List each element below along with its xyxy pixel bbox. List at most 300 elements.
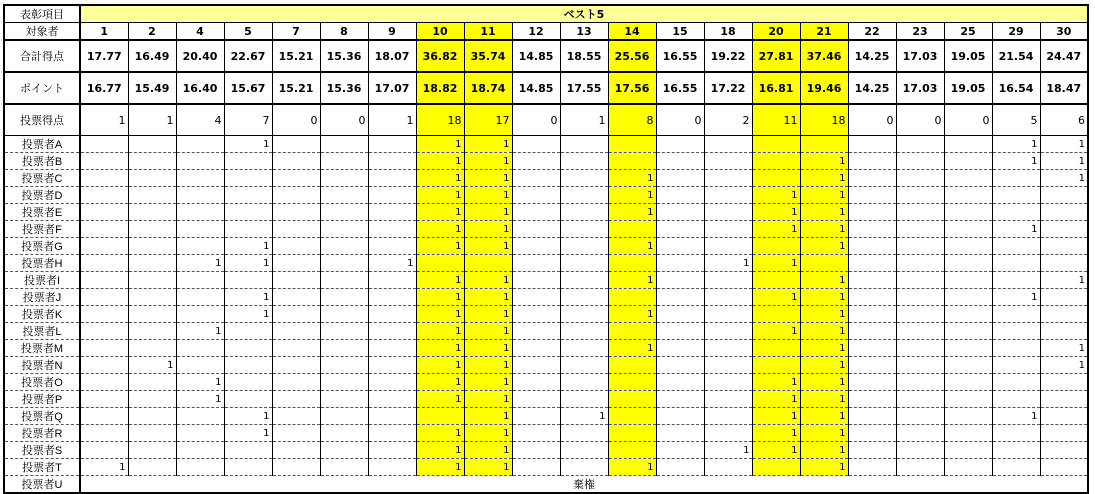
vote-cell[interactable]: 1 bbox=[1040, 136, 1088, 153]
points-cell-25[interactable]: 19.05 bbox=[944, 72, 992, 104]
vote-cell[interactable] bbox=[608, 391, 656, 408]
vote-cell[interactable]: 1 bbox=[560, 408, 608, 425]
vote-cell[interactable] bbox=[320, 289, 368, 306]
vote-cell[interactable] bbox=[560, 323, 608, 340]
vote-cell[interactable]: 1 bbox=[608, 272, 656, 289]
vote-cell[interactable] bbox=[368, 289, 416, 306]
vote-cell[interactable] bbox=[128, 374, 176, 391]
vote-cell[interactable] bbox=[560, 459, 608, 476]
vote-score-cell-23[interactable]: 0 bbox=[896, 104, 944, 136]
points-cell-18[interactable]: 17.22 bbox=[704, 72, 752, 104]
subject-cell-21[interactable]: 21 bbox=[800, 23, 848, 41]
vote-cell[interactable] bbox=[512, 170, 560, 187]
vote-cell[interactable]: 1 bbox=[752, 255, 800, 272]
vote-cell[interactable] bbox=[992, 238, 1040, 255]
vote-cell[interactable]: 1 bbox=[368, 255, 416, 272]
vote-cell[interactable]: 1 bbox=[800, 289, 848, 306]
vote-cell[interactable] bbox=[80, 187, 128, 204]
vote-cell[interactable] bbox=[128, 170, 176, 187]
subject-cell-9[interactable]: 9 bbox=[368, 23, 416, 41]
vote-cell[interactable] bbox=[560, 340, 608, 357]
vote-cell[interactable]: 1 bbox=[752, 221, 800, 238]
vote-cell[interactable] bbox=[896, 357, 944, 374]
voter-label[interactable]: 投票者U bbox=[4, 476, 80, 494]
vote-score-cell-21[interactable]: 18 bbox=[800, 104, 848, 136]
total-cell-22[interactable]: 14.25 bbox=[848, 40, 896, 72]
vote-cell[interactable] bbox=[560, 289, 608, 306]
vote-cell[interactable] bbox=[704, 153, 752, 170]
vote-cell[interactable] bbox=[608, 289, 656, 306]
vote-cell[interactable] bbox=[512, 221, 560, 238]
voter-label[interactable]: 投票者K bbox=[4, 306, 80, 323]
best5-banner[interactable]: ベスト5 bbox=[80, 5, 1088, 23]
vote-cell[interactable]: 1 bbox=[800, 425, 848, 442]
vote-cell[interactable] bbox=[944, 391, 992, 408]
vote-cell[interactable] bbox=[560, 374, 608, 391]
vote-cell[interactable] bbox=[992, 272, 1040, 289]
voter-label[interactable]: 投票者J bbox=[4, 289, 80, 306]
vote-cell[interactable] bbox=[80, 204, 128, 221]
subject-cell-12[interactable]: 12 bbox=[512, 23, 560, 41]
total-cell-18[interactable]: 19.22 bbox=[704, 40, 752, 72]
vote-cell[interactable]: 1 bbox=[800, 357, 848, 374]
vote-cell[interactable] bbox=[896, 238, 944, 255]
vote-cell[interactable] bbox=[896, 323, 944, 340]
vote-cell[interactable] bbox=[608, 357, 656, 374]
vote-cell[interactable] bbox=[560, 204, 608, 221]
vote-cell[interactable]: 1 bbox=[464, 391, 512, 408]
vote-cell[interactable] bbox=[368, 238, 416, 255]
vote-cell[interactable] bbox=[320, 238, 368, 255]
vote-cell[interactable] bbox=[1040, 255, 1088, 272]
vote-cell[interactable] bbox=[176, 204, 224, 221]
vote-cell[interactable] bbox=[128, 391, 176, 408]
vote-cell[interactable] bbox=[272, 221, 320, 238]
vote-cell[interactable] bbox=[512, 204, 560, 221]
vote-cell[interactable] bbox=[848, 153, 896, 170]
vote-cell[interactable]: 1 bbox=[464, 289, 512, 306]
vote-score-cell-30[interactable]: 6 bbox=[1040, 104, 1088, 136]
vote-cell[interactable] bbox=[944, 221, 992, 238]
vote-cell[interactable] bbox=[224, 323, 272, 340]
vote-cell[interactable]: 1 bbox=[608, 306, 656, 323]
vote-cell[interactable]: 1 bbox=[224, 238, 272, 255]
vote-cell[interactable] bbox=[272, 442, 320, 459]
vote-cell[interactable] bbox=[176, 306, 224, 323]
vote-cell[interactable] bbox=[320, 255, 368, 272]
vote-cell[interactable] bbox=[656, 238, 704, 255]
subject-label[interactable]: 対象者 bbox=[4, 23, 80, 41]
vote-cell[interactable] bbox=[752, 153, 800, 170]
vote-cell[interactable]: 1 bbox=[464, 459, 512, 476]
vote-cell[interactable]: 1 bbox=[464, 374, 512, 391]
vote-cell[interactable] bbox=[608, 323, 656, 340]
vote-cell[interactable] bbox=[560, 306, 608, 323]
vote-cell[interactable] bbox=[656, 221, 704, 238]
vote-cell[interactable] bbox=[512, 340, 560, 357]
vote-cell[interactable]: 1 bbox=[176, 374, 224, 391]
vote-cell[interactable] bbox=[848, 374, 896, 391]
vote-cell[interactable] bbox=[848, 187, 896, 204]
vote-cell[interactable] bbox=[320, 170, 368, 187]
total-cell-10[interactable]: 36.82 bbox=[416, 40, 464, 72]
vote-cell[interactable] bbox=[224, 340, 272, 357]
vote-cell[interactable]: 1 bbox=[224, 255, 272, 272]
vote-cell[interactable] bbox=[704, 272, 752, 289]
subject-cell-29[interactable]: 29 bbox=[992, 23, 1040, 41]
vote-cell[interactable] bbox=[80, 374, 128, 391]
voter-label[interactable]: 投票者D bbox=[4, 187, 80, 204]
vote-cell[interactable]: 1 bbox=[224, 306, 272, 323]
vote-score-cell-25[interactable]: 0 bbox=[944, 104, 992, 136]
voter-label[interactable]: 投票者A bbox=[4, 136, 80, 153]
vote-cell[interactable] bbox=[656, 170, 704, 187]
vote-cell[interactable] bbox=[224, 170, 272, 187]
vote-cell[interactable] bbox=[752, 340, 800, 357]
vote-cell[interactable] bbox=[656, 255, 704, 272]
vote-cell[interactable] bbox=[128, 425, 176, 442]
points-cell-29[interactable]: 16.54 bbox=[992, 72, 1040, 104]
vote-cell[interactable]: 1 bbox=[464, 272, 512, 289]
vote-cell[interactable] bbox=[368, 187, 416, 204]
vote-cell[interactable] bbox=[560, 187, 608, 204]
vote-cell[interactable] bbox=[512, 153, 560, 170]
vote-score-cell-2[interactable]: 1 bbox=[128, 104, 176, 136]
vote-cell[interactable] bbox=[608, 408, 656, 425]
vote-cell[interactable] bbox=[320, 340, 368, 357]
vote-cell[interactable] bbox=[272, 204, 320, 221]
vote-cell[interactable] bbox=[272, 306, 320, 323]
vote-cell[interactable] bbox=[992, 306, 1040, 323]
vote-cell[interactable] bbox=[128, 323, 176, 340]
vote-cell[interactable] bbox=[896, 459, 944, 476]
vote-cell[interactable] bbox=[848, 136, 896, 153]
vote-cell[interactable] bbox=[368, 204, 416, 221]
vote-cell[interactable] bbox=[992, 255, 1040, 272]
vote-cell[interactable] bbox=[512, 187, 560, 204]
vote-cell[interactable]: 1 bbox=[992, 289, 1040, 306]
vote-cell[interactable] bbox=[320, 459, 368, 476]
vote-cell[interactable] bbox=[608, 153, 656, 170]
vote-cell[interactable] bbox=[320, 374, 368, 391]
vote-cell[interactable] bbox=[608, 136, 656, 153]
total-cell-30[interactable]: 24.47 bbox=[1040, 40, 1088, 72]
vote-score-cell-7[interactable]: 0 bbox=[272, 104, 320, 136]
points-cell-8[interactable]: 15.36 bbox=[320, 72, 368, 104]
vote-cell[interactable]: 1 bbox=[992, 136, 1040, 153]
vote-cell[interactable] bbox=[80, 153, 128, 170]
vote-cell[interactable] bbox=[608, 374, 656, 391]
total-cell-29[interactable]: 21.54 bbox=[992, 40, 1040, 72]
subject-cell-25[interactable]: 25 bbox=[944, 23, 992, 41]
vote-cell[interactable]: 1 bbox=[128, 357, 176, 374]
vote-cell[interactable] bbox=[992, 459, 1040, 476]
vote-cell[interactable]: 1 bbox=[608, 187, 656, 204]
vote-cell[interactable] bbox=[944, 170, 992, 187]
vote-cell[interactable] bbox=[320, 221, 368, 238]
vote-cell[interactable] bbox=[272, 340, 320, 357]
subject-cell-22[interactable]: 22 bbox=[848, 23, 896, 41]
vote-cell[interactable] bbox=[896, 153, 944, 170]
vote-score-cell-29[interactable]: 5 bbox=[992, 104, 1040, 136]
vote-cell[interactable]: 1 bbox=[416, 289, 464, 306]
points-cell-20[interactable]: 16.81 bbox=[752, 72, 800, 104]
total-cell-7[interactable]: 15.21 bbox=[272, 40, 320, 72]
vote-cell[interactable]: 1 bbox=[464, 442, 512, 459]
vote-cell[interactable] bbox=[944, 153, 992, 170]
vote-cell[interactable] bbox=[704, 170, 752, 187]
vote-score-cell-10[interactable]: 18 bbox=[416, 104, 464, 136]
vote-cell[interactable] bbox=[320, 306, 368, 323]
subject-cell-20[interactable]: 20 bbox=[752, 23, 800, 41]
vote-cell[interactable]: 1 bbox=[1040, 153, 1088, 170]
vote-cell[interactable]: 1 bbox=[416, 238, 464, 255]
vote-cell[interactable] bbox=[176, 425, 224, 442]
vote-cell[interactable] bbox=[944, 187, 992, 204]
vote-cell[interactable]: 1 bbox=[608, 170, 656, 187]
vote-cell[interactable] bbox=[1040, 323, 1088, 340]
vote-cell[interactable] bbox=[128, 289, 176, 306]
vote-cell[interactable] bbox=[656, 425, 704, 442]
vote-cell[interactable]: 1 bbox=[464, 187, 512, 204]
vote-score-cell-4[interactable]: 4 bbox=[176, 104, 224, 136]
vote-cell[interactable]: 1 bbox=[416, 340, 464, 357]
vote-cell[interactable] bbox=[848, 357, 896, 374]
vote-cell[interactable] bbox=[944, 306, 992, 323]
vote-cell[interactable]: 1 bbox=[608, 238, 656, 255]
vote-cell[interactable] bbox=[176, 153, 224, 170]
vote-cell[interactable] bbox=[656, 357, 704, 374]
points-cell-23[interactable]: 17.03 bbox=[896, 72, 944, 104]
vote-cell[interactable] bbox=[176, 221, 224, 238]
vote-cell[interactable]: 1 bbox=[416, 374, 464, 391]
vote-cell[interactable] bbox=[272, 408, 320, 425]
vote-cell[interactable] bbox=[368, 340, 416, 357]
vote-cell[interactable] bbox=[560, 391, 608, 408]
vote-cell[interactable]: 1 bbox=[416, 357, 464, 374]
vote-cell[interactable] bbox=[656, 374, 704, 391]
vote-cell[interactable] bbox=[1040, 408, 1088, 425]
vote-score-cell-13[interactable]: 1 bbox=[560, 104, 608, 136]
vote-cell[interactable] bbox=[704, 204, 752, 221]
vote-cell[interactable] bbox=[560, 255, 608, 272]
vote-cell[interactable] bbox=[944, 272, 992, 289]
vote-cell[interactable] bbox=[944, 204, 992, 221]
vote-cell[interactable]: 1 bbox=[464, 170, 512, 187]
vote-cell[interactable] bbox=[848, 255, 896, 272]
vote-cell[interactable]: 1 bbox=[464, 238, 512, 255]
vote-cell[interactable] bbox=[176, 340, 224, 357]
points-cell-7[interactable]: 15.21 bbox=[272, 72, 320, 104]
vote-cell[interactable] bbox=[272, 255, 320, 272]
vote-cell[interactable] bbox=[512, 306, 560, 323]
vote-cell[interactable] bbox=[176, 170, 224, 187]
vote-cell[interactable] bbox=[656, 459, 704, 476]
vote-cell[interactable] bbox=[560, 170, 608, 187]
vote-cell[interactable] bbox=[608, 442, 656, 459]
vote-cell[interactable] bbox=[272, 357, 320, 374]
subject-cell-10[interactable]: 10 bbox=[416, 23, 464, 41]
voter-label[interactable]: 投票者O bbox=[4, 374, 80, 391]
subject-cell-4[interactable]: 4 bbox=[176, 23, 224, 41]
vote-cell[interactable] bbox=[512, 238, 560, 255]
voter-label[interactable]: 投票者C bbox=[4, 170, 80, 187]
vote-cell[interactable]: 1 bbox=[1040, 340, 1088, 357]
vote-cell[interactable] bbox=[752, 170, 800, 187]
vote-cell[interactable] bbox=[80, 136, 128, 153]
vote-cell[interactable] bbox=[848, 170, 896, 187]
vote-cell[interactable]: 1 bbox=[800, 442, 848, 459]
vote-cell[interactable]: 1 bbox=[752, 425, 800, 442]
vote-cell[interactable] bbox=[848, 221, 896, 238]
voter-label[interactable]: 投票者G bbox=[4, 238, 80, 255]
vote-cell[interactable]: 1 bbox=[416, 459, 464, 476]
vote-cell[interactable] bbox=[608, 425, 656, 442]
vote-cell[interactable] bbox=[272, 323, 320, 340]
vote-cell[interactable]: 1 bbox=[464, 408, 512, 425]
vote-cell[interactable] bbox=[656, 408, 704, 425]
vote-cell[interactable]: 1 bbox=[704, 255, 752, 272]
subject-cell-11[interactable]: 11 bbox=[464, 23, 512, 41]
vote-score-label[interactable]: 投票得点 bbox=[4, 104, 80, 136]
vote-cell[interactable]: 1 bbox=[1040, 357, 1088, 374]
vote-cell[interactable] bbox=[224, 442, 272, 459]
vote-cell[interactable] bbox=[896, 221, 944, 238]
vote-cell[interactable] bbox=[560, 272, 608, 289]
vote-cell[interactable] bbox=[512, 374, 560, 391]
vote-cell[interactable] bbox=[608, 221, 656, 238]
vote-cell[interactable] bbox=[272, 289, 320, 306]
vote-cell[interactable] bbox=[944, 136, 992, 153]
vote-cell[interactable] bbox=[656, 272, 704, 289]
vote-cell[interactable] bbox=[944, 374, 992, 391]
vote-cell[interactable] bbox=[368, 459, 416, 476]
vote-cell[interactable] bbox=[512, 255, 560, 272]
vote-cell[interactable] bbox=[128, 204, 176, 221]
vote-cell[interactable]: 1 bbox=[416, 170, 464, 187]
voter-label[interactable]: 投票者B bbox=[4, 153, 80, 170]
vote-cell[interactable] bbox=[560, 425, 608, 442]
vote-cell[interactable] bbox=[224, 204, 272, 221]
voter-label[interactable]: 投票者M bbox=[4, 340, 80, 357]
vote-cell[interactable] bbox=[992, 204, 1040, 221]
points-cell-30[interactable]: 18.47 bbox=[1040, 72, 1088, 104]
vote-cell[interactable] bbox=[80, 408, 128, 425]
vote-cell[interactable]: 1 bbox=[800, 408, 848, 425]
vote-cell[interactable] bbox=[896, 306, 944, 323]
vote-cell[interactable] bbox=[128, 238, 176, 255]
vote-cell[interactable] bbox=[272, 272, 320, 289]
vote-score-cell-1[interactable]: 1 bbox=[80, 104, 128, 136]
vote-cell[interactable]: 1 bbox=[752, 204, 800, 221]
vote-cell[interactable] bbox=[1040, 459, 1088, 476]
vote-cell[interactable]: 1 bbox=[416, 204, 464, 221]
vote-cell[interactable] bbox=[320, 272, 368, 289]
vote-cell[interactable]: 1 bbox=[800, 170, 848, 187]
total-cell-13[interactable]: 18.55 bbox=[560, 40, 608, 72]
subject-cell-15[interactable]: 15 bbox=[656, 23, 704, 41]
voter-label[interactable]: 投票者P bbox=[4, 391, 80, 408]
vote-cell[interactable] bbox=[1040, 425, 1088, 442]
vote-cell[interactable] bbox=[80, 238, 128, 255]
vote-cell[interactable] bbox=[464, 255, 512, 272]
subject-cell-8[interactable]: 8 bbox=[320, 23, 368, 41]
vote-cell[interactable]: 1 bbox=[416, 442, 464, 459]
vote-cell[interactable] bbox=[1040, 306, 1088, 323]
vote-cell[interactable] bbox=[416, 408, 464, 425]
total-cell-12[interactable]: 14.85 bbox=[512, 40, 560, 72]
vote-cell[interactable]: 1 bbox=[416, 306, 464, 323]
vote-cell[interactable] bbox=[320, 323, 368, 340]
vote-cell[interactable] bbox=[272, 425, 320, 442]
vote-cell[interactable] bbox=[512, 459, 560, 476]
subject-cell-14[interactable]: 14 bbox=[608, 23, 656, 41]
vote-cell[interactable]: 1 bbox=[416, 425, 464, 442]
vote-cell[interactable]: 1 bbox=[752, 408, 800, 425]
total-cell-1[interactable]: 17.77 bbox=[80, 40, 128, 72]
vote-cell[interactable]: 1 bbox=[1040, 170, 1088, 187]
vote-cell[interactable]: 1 bbox=[800, 340, 848, 357]
vote-cell[interactable] bbox=[848, 204, 896, 221]
vote-cell[interactable] bbox=[320, 136, 368, 153]
vote-score-cell-22[interactable]: 0 bbox=[848, 104, 896, 136]
vote-cell[interactable] bbox=[992, 187, 1040, 204]
vote-cell[interactable] bbox=[752, 238, 800, 255]
subject-cell-7[interactable]: 7 bbox=[272, 23, 320, 41]
vote-cell[interactable] bbox=[608, 255, 656, 272]
vote-cell[interactable] bbox=[992, 425, 1040, 442]
vote-cell[interactable] bbox=[176, 408, 224, 425]
vote-cell[interactable]: 1 bbox=[800, 272, 848, 289]
vote-cell[interactable] bbox=[176, 442, 224, 459]
vote-cell[interactable] bbox=[1040, 187, 1088, 204]
vote-cell[interactable]: 1 bbox=[416, 153, 464, 170]
vote-cell[interactable]: 1 bbox=[992, 221, 1040, 238]
vote-cell[interactable]: 1 bbox=[416, 136, 464, 153]
vote-cell[interactable] bbox=[656, 340, 704, 357]
vote-cell[interactable] bbox=[560, 357, 608, 374]
vote-cell[interactable] bbox=[704, 357, 752, 374]
vote-cell[interactable] bbox=[224, 187, 272, 204]
vote-cell[interactable] bbox=[80, 170, 128, 187]
vote-cell[interactable] bbox=[704, 187, 752, 204]
vote-cell[interactable] bbox=[1040, 204, 1088, 221]
vote-cell[interactable] bbox=[80, 340, 128, 357]
vote-cell[interactable]: 1 bbox=[416, 323, 464, 340]
total-score-label[interactable]: 合計得点 bbox=[4, 40, 80, 72]
points-cell-10[interactable]: 18.82 bbox=[416, 72, 464, 104]
vote-cell[interactable] bbox=[512, 323, 560, 340]
vote-score-cell-20[interactable]: 11 bbox=[752, 104, 800, 136]
vote-cell[interactable] bbox=[896, 442, 944, 459]
vote-cell[interactable] bbox=[272, 391, 320, 408]
vote-cell[interactable] bbox=[224, 221, 272, 238]
vote-cell[interactable] bbox=[944, 289, 992, 306]
vote-cell[interactable] bbox=[704, 408, 752, 425]
vote-cell[interactable]: 1 bbox=[752, 391, 800, 408]
voter-label[interactable]: 投票者H bbox=[4, 255, 80, 272]
total-cell-25[interactable]: 19.05 bbox=[944, 40, 992, 72]
voter-label[interactable]: 投票者L bbox=[4, 323, 80, 340]
vote-cell[interactable]: 1 bbox=[608, 459, 656, 476]
vote-cell[interactable] bbox=[80, 357, 128, 374]
vote-cell[interactable] bbox=[944, 357, 992, 374]
vote-cell[interactable] bbox=[848, 391, 896, 408]
vote-cell[interactable] bbox=[224, 153, 272, 170]
voter-label[interactable]: 投票者T bbox=[4, 459, 80, 476]
vote-cell[interactable] bbox=[1040, 221, 1088, 238]
vote-cell[interactable] bbox=[80, 221, 128, 238]
